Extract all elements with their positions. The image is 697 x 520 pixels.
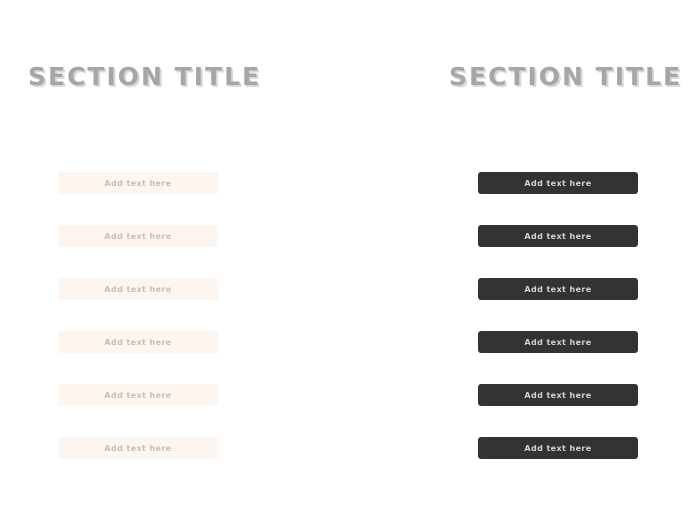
list-item-label: Add text here	[104, 178, 172, 188]
list-item[interactable]	[478, 331, 638, 353]
list-item[interactable]	[478, 172, 638, 194]
list-item[interactable]	[58, 437, 218, 459]
list-item[interactable]	[478, 278, 638, 300]
list-item-label: Add text here	[524, 178, 592, 188]
list-item[interactable]	[58, 331, 218, 353]
list-item[interactable]	[478, 437, 638, 459]
list-item-label: Add text here	[104, 337, 172, 347]
left-bar-list	[0, 172, 348, 490]
list-item[interactable]	[58, 225, 218, 247]
list-item-label: Add text here	[104, 231, 172, 241]
list-item-label: Add text here	[104, 443, 172, 453]
list-item-label: Add text here	[524, 284, 592, 294]
left-column	[0, 0, 348, 520]
list-item[interactable]	[58, 172, 218, 194]
list-item-label: Add text here	[104, 390, 172, 400]
list-item-label: Add text here	[524, 390, 592, 400]
left-section-title: SECTION TITLE	[28, 62, 262, 91]
list-item[interactable]	[478, 384, 638, 406]
list-item[interactable]	[478, 225, 638, 247]
list-item-label: Add text here	[524, 337, 592, 347]
right-bar-list	[349, 172, 697, 490]
right-column	[349, 0, 697, 520]
list-item[interactable]	[58, 384, 218, 406]
list-item-label: Add text here	[524, 231, 592, 241]
list-item-label: Add text here	[104, 284, 172, 294]
right-section-title: SECTION TITLE	[449, 62, 683, 91]
list-item-label: Add text here	[524, 443, 592, 453]
list-item[interactable]	[58, 278, 218, 300]
